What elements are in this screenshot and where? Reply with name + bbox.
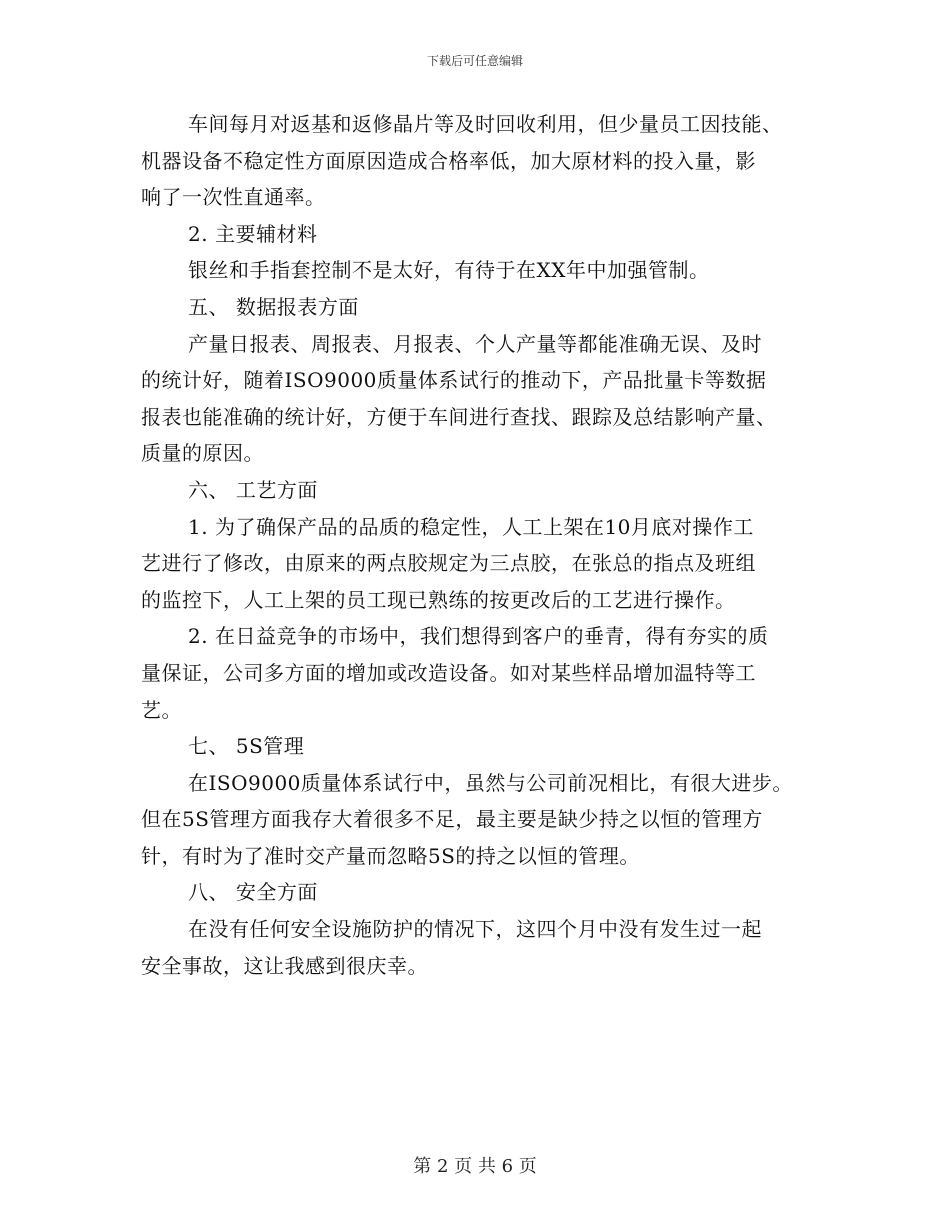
paragraph-line: 报表也能准确的统计好，方便于车间进行查找、跟踪及总结影响产量、 (141, 404, 777, 429)
paragraph-line: 的统计好，随着ISO9000质量体系试行的推动下，产品批量卡等数据 (141, 368, 767, 393)
paragraph-line: 质量的原因。 (141, 441, 264, 466)
page-header-note: 下载后可任意编辑 (426, 54, 523, 68)
section-heading: 六、 工艺方面 (188, 477, 318, 502)
paragraph-line: 量保证，公司多方面的增加或改造设备。如对某些样品增加温特等工 (141, 660, 756, 685)
paragraph-line: 银丝和手指套控制不是太好，有待于在XX年中加强管制。 (188, 258, 710, 283)
paragraph-line: 响了一次性直通率。 (141, 185, 326, 210)
page-number: 第 2 页 共 6 页 (413, 1156, 537, 1177)
paragraph-line: 2. 在日益竞争的市场中，我们想得到客户的垂青，得有夯实的质 (188, 624, 769, 649)
subheading: 2. 主要辅材料 (188, 221, 318, 246)
paragraph-line: 针，有时为了准时交产量而忽略5S的持之以恒的管理。 (141, 843, 640, 868)
document-body (141, 106, 811, 984)
paragraph-line: 在ISO9000质量体系试行中，虽然与公司前况相比，有很大进步。 (188, 770, 793, 795)
paragraph-line: 艺。 (141, 697, 182, 722)
paragraph-line: 车间每月对返基和返修晶片等及时回收利用，但少量员工因技能、 (188, 112, 783, 136)
section-heading: 八、 安全方面 (188, 880, 318, 905)
section-heading: 五、 数据报表方面 (188, 294, 359, 319)
section-heading: 七、 5S管理 (188, 734, 305, 759)
paragraph-line: 机器设备不稳定性方面原因造成合格率低，加大原材料的投入量，影 (141, 148, 756, 173)
paragraph-line: 的监控下，人工上架的员工现已熟练的按更改后的工艺进行操作。 (141, 587, 736, 612)
paragraph-line: 产量日报表、周报表、月报表、个人产量等都能准确无误、及时 (188, 331, 762, 356)
paragraph-line: 在没有任何安全设施防护的情况下，这四个月中没有发生过一起 (188, 917, 762, 942)
paragraph-line: 1. 为了确保产品的品质的稳定性，人工上架在10月底对操作工 (188, 514, 754, 539)
paragraph-line: 艺进行了修改，由原来的两点胶规定为三点胶，在张总的指点及班组 (141, 551, 756, 576)
paragraph-line: 但在5S管理方面我存大着很多不足，最主要是缺少持之以恒的管理方 (141, 807, 763, 832)
paragraph-line: 安全事故，这让我感到很庆幸。 (141, 953, 428, 978)
